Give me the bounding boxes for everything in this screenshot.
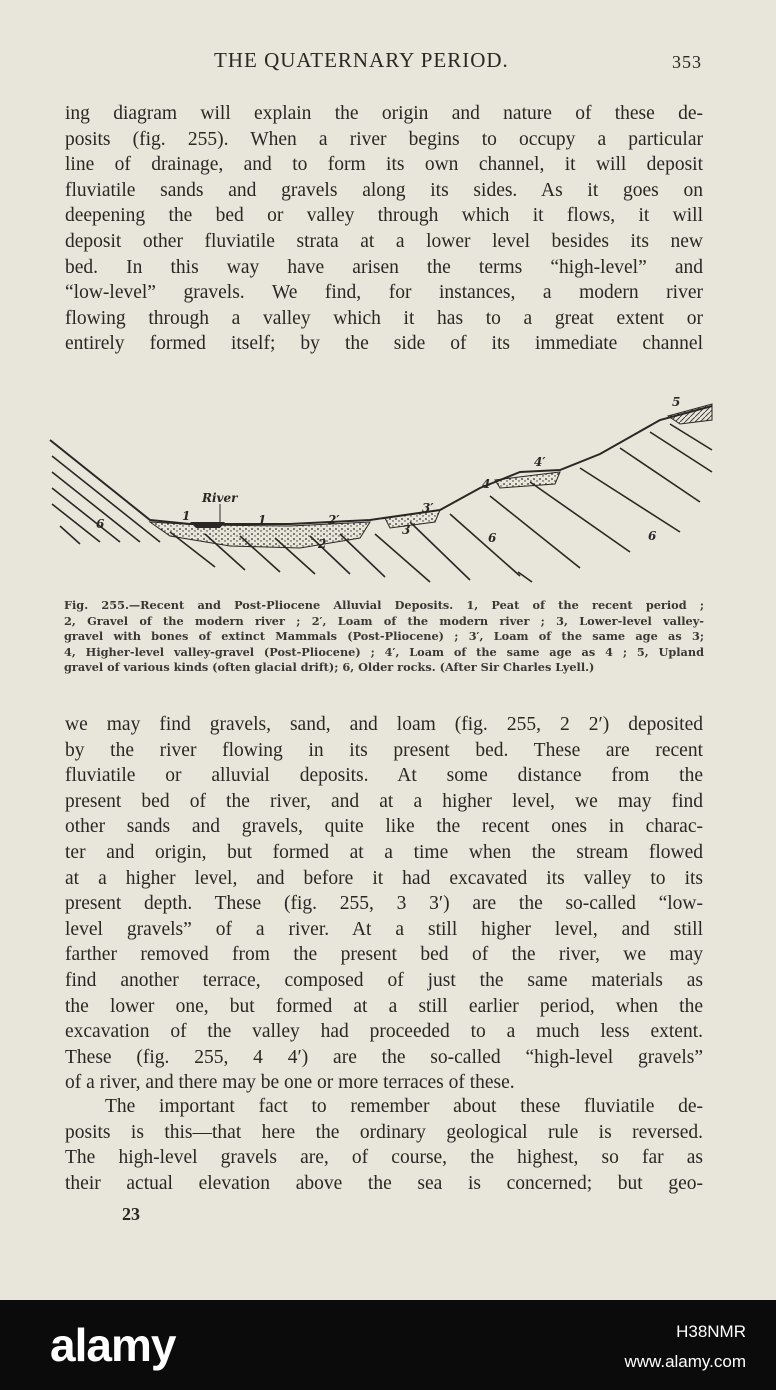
- running-title: THE QUATERNARY PERIOD.: [214, 48, 509, 72]
- text-line: at a higher level, and before it had excavated its valley to its: [65, 867, 703, 889]
- label-4: 4: [482, 477, 491, 491]
- ground-profile: [50, 406, 712, 524]
- label-2: 2: [318, 537, 327, 551]
- paragraph-2: [65, 712, 703, 1096]
- brand-logo: alamy: [50, 1319, 176, 1371]
- text-line: by the river flowing in its present bed. These are recent: [65, 739, 703, 761]
- valley-cross-section-diagram: [40, 392, 720, 602]
- text-line: find another terrace, composed of just the same materials as: [65, 969, 703, 991]
- text-line: posits is this—that here the ordinary geological rule is reversed.: [65, 1121, 703, 1143]
- text-line: present depth. These (fig. 255, 3 3′) are the so-called “low-: [65, 893, 703, 915]
- label-5: 5: [672, 395, 681, 409]
- signature-mark: 23: [122, 1204, 140, 1224]
- label-2-prime: 2′: [328, 513, 340, 527]
- text-line: ter and origin, but formed at a time when the stream flowed: [65, 841, 703, 863]
- paragraph-3: [65, 1094, 703, 1196]
- text-line: deposit other fluviatile strata at a lower level besides its new: [65, 230, 703, 252]
- text-line: of a river, and there may be one or more terraces of these.: [65, 1072, 515, 1094]
- text-line: the lower one, but formed at a still earlier period, when the: [65, 995, 703, 1017]
- label-6b: 6: [488, 531, 497, 545]
- text-line: we may find gravels, sand, and loam (fig. 255, 2 2′) deposited: [65, 714, 703, 735]
- text-line: posits (fig. 255). When a river begins to occupy a particular: [65, 128, 703, 150]
- label-1a: 1: [182, 509, 191, 523]
- site-url: www.alamy.com: [624, 1352, 746, 1371]
- label-3-prime: 3′: [422, 501, 434, 515]
- text-line: fluviatile or alluvial deposits. At some distance from the: [65, 765, 703, 787]
- image-id: H38NMR: [676, 1322, 746, 1341]
- high-level-gravel: [495, 472, 560, 488]
- text-line: ing diagram will explain the origin and nature of these de-: [65, 103, 703, 124]
- text-line: level gravels” of a river. At a still higher level, and still: [65, 918, 703, 940]
- caption-line: 4, Higher-level valley-gravel (Post-Pliocene) ; 4′, Loam of the same age as 4 ; 5, Upland: [64, 644, 704, 659]
- running-header: [64, 46, 704, 78]
- text-line: fluviatile sands and gravels along its sides. As it goes on: [65, 179, 703, 201]
- label-6c: 6: [648, 529, 657, 543]
- text-line: farther removed from the present bed of the river, we may: [65, 944, 703, 966]
- label-4-prime: 4′: [534, 455, 546, 469]
- text-line: excavation of the valley had proceeded to a much less extent.: [65, 1021, 703, 1043]
- watermark-bar: [0, 1300, 776, 1390]
- text-line: “low-level” gravels. We find, for instances, a modern river: [65, 282, 703, 304]
- label-6a: 6: [96, 517, 105, 531]
- text-line: their actual elevation above the sea is concerned; but geo-: [65, 1172, 703, 1194]
- text-line: These (fig. 255, 4 4′) are the so-called “high-level gravels”: [65, 1046, 703, 1068]
- figure-caption: [64, 598, 704, 676]
- caption-line: gravel of various kinds (often glacial drift); 6, Older rocks. (After Sir Charles Lyell.): [64, 660, 595, 675]
- text-line: present bed of the river, and at a higher level, we may find: [65, 790, 703, 812]
- caption-line: 2, Gravel of the modern river ; 2′, Loam of the modern river ; 3, Lower-level valley-: [64, 613, 704, 628]
- label-1b: 1: [258, 513, 267, 527]
- text-line: deepening the bed or valley through which it flows, it will: [65, 205, 703, 227]
- text-line: other sands and gravels, quite like the recent ones in charac-: [65, 816, 703, 838]
- text-line: The high-level gravels are, of course, the highest, so far as: [65, 1147, 703, 1169]
- text-line: The important fact to remember about these fluviatile de-: [105, 1096, 703, 1117]
- page-number: 353: [672, 52, 702, 72]
- caption-line: Fig. 255.—Recent and Post-Pliocene Alluvial Deposits. 1, Peat of the recent period ;: [64, 598, 704, 612]
- text-line: bed. In this way have arisen the terms “high-level” and: [65, 256, 703, 278]
- label-3: 3: [402, 523, 411, 537]
- caption-line: gravel with bones of extinct Mammals (Post-Pliocene) ; 3′, Loam of the same age as 3;: [64, 629, 704, 644]
- paragraph-1: [65, 101, 703, 357]
- text-line: line of drainage, and to form its own channel, it will deposit: [65, 154, 703, 176]
- geological-section-figure: [40, 392, 720, 602]
- label-river: River: [202, 491, 238, 505]
- text-line: entirely formed itself; by the side of its immediate channel: [65, 333, 703, 355]
- text-line: flowing through a valley which it has to a great extent or: [65, 307, 703, 329]
